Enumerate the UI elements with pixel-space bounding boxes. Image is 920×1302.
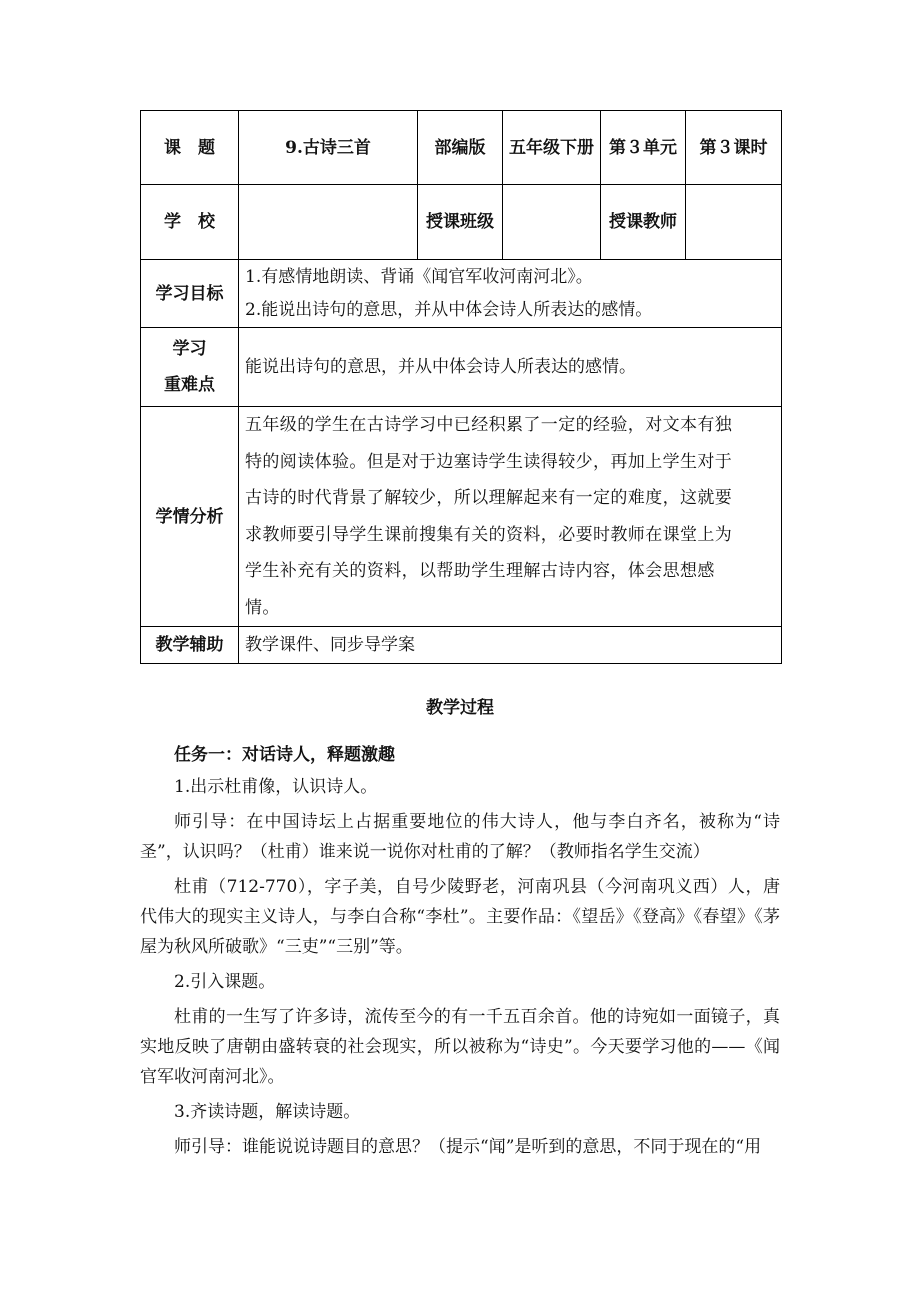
- label-class: 授课班级: [418, 185, 503, 260]
- lesson-name: 9.古诗三首: [239, 111, 418, 185]
- paragraph-5: 杜甫的一生写了许多诗，流传至今的有一千五百余首。他的诗宛如一面镜子，真实地反映了唐朝由盛转衰的社会现实，所以被称为“诗史”。今天要学习他的——《闻官军收河南河北》。: [140, 1007, 780, 1087]
- analysis-line-1: 五年级的学生在古诗学习中已经积累了一定的经验，对文本有独: [245, 415, 733, 435]
- table-row-title: [141, 111, 782, 185]
- label-keypoints: [141, 328, 239, 407]
- analysis-content: [239, 407, 782, 627]
- table-row-school: [141, 185, 782, 260]
- paragraph-4: 2.引入课题。: [174, 972, 276, 992]
- teacher-value: [686, 185, 782, 260]
- section-title: 教学过程: [426, 698, 494, 718]
- paragraph-6: 3.齐读诗题，解读诗题。: [174, 1102, 361, 1122]
- keypoints-content: 能说出诗句的意思，并从中体会诗人所表达的感情。: [239, 328, 782, 407]
- period: 第３课时: [686, 111, 782, 185]
- table-row-goals: [141, 260, 782, 328]
- task1-heading: 任务一：对话诗人，释题激趣: [174, 745, 395, 765]
- label-aids: 教学辅助: [141, 627, 239, 664]
- analysis-line-2: 特的阅读体验。但是对于边塞诗学生读得较少，再加上学生对于: [245, 451, 733, 472]
- label-title: 课 题: [141, 111, 239, 185]
- table-row-analysis: [141, 407, 782, 627]
- grade: 五年级下册: [503, 111, 601, 185]
- analysis-line-6: 情。: [245, 597, 280, 618]
- label-teacher: 授课教师: [601, 185, 686, 260]
- analysis-line-3: 古诗的时代背景了解较少，所以理解起来有一定的难度，这就要: [245, 488, 733, 508]
- paragraph-2: 师引导：在中国诗坛上占据重要地位的伟大诗人，他与李白齐名，被称为“诗圣”，认识吗？（杜甫）谁来说一说你对杜甫的了解？（教师指名学生交流）: [140, 812, 780, 862]
- unit: 第３单元: [601, 111, 686, 185]
- analysis-line-4: 求教师要引导学生课前搜集有关的资料，必要时教师在课堂上为: [245, 524, 733, 545]
- label-goals: 学习目标: [141, 260, 239, 328]
- label-analysis: 学情分析: [141, 407, 239, 627]
- table-row-aids: [141, 627, 782, 664]
- paragraph-3: 杜甫（712-770），字子美，自号少陵野老，河南巩县（今河南巩义西）人，唐代伟大的现实主义诗人，与李白合称“李杜”。主要作品：《望岳》《登高》《春望》《茅屋为秋风所破歌》“三吏”“三别”等。: [140, 877, 780, 957]
- label-keypoints-line2: 重难点: [164, 375, 215, 395]
- lesson-info-table: [140, 110, 782, 664]
- edition: 部编版: [418, 111, 503, 185]
- paragraph-1: 1.出示杜甫像，认识诗人。: [174, 777, 378, 797]
- school-value: [239, 185, 418, 260]
- goal-item-1: 1.有感情地朗读、背诵《闻官军收河南河北》。: [245, 266, 593, 287]
- paragraph-7: 师引导：谁能说说诗题目的意思？（提示“闻”是听到的意思，不同于现在的“用: [174, 1137, 762, 1157]
- goals-content: [239, 260, 782, 328]
- table-row-keypoints: [141, 328, 782, 407]
- process-body: [140, 740, 780, 1167]
- class-value: [503, 185, 601, 260]
- label-keypoints-line1: 学习: [172, 339, 207, 359]
- analysis-line-5: 学生补充有关的资料，以帮助学生理解古诗内容，体会思想感: [245, 561, 715, 581]
- label-school: 学 校: [141, 185, 239, 260]
- goal-item-2: 2.能说出诗句的意思，并从中体会诗人所表达的感情。: [245, 299, 653, 320]
- aids-content: 教学课件、同步导学案: [239, 627, 782, 664]
